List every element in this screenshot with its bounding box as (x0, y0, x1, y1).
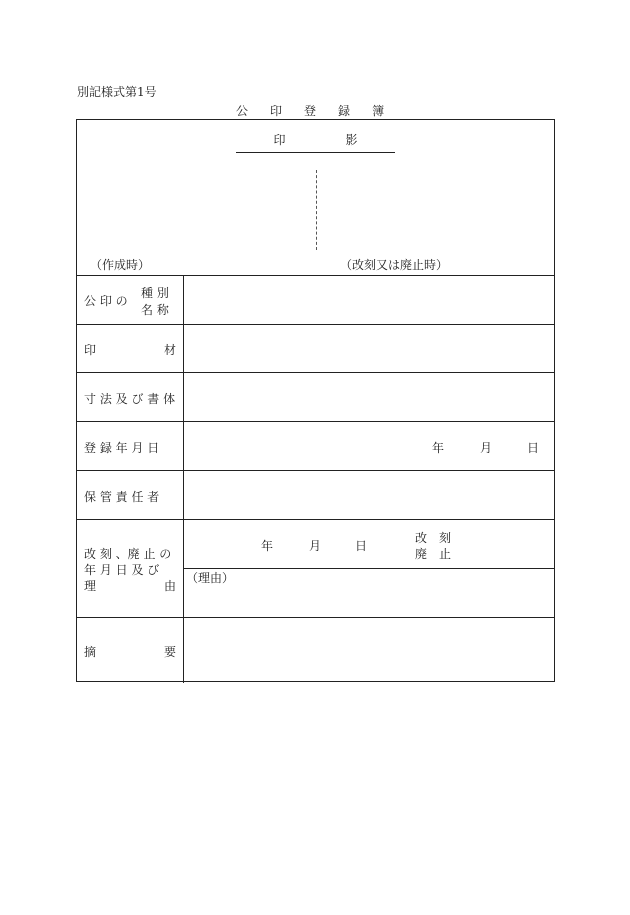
row-divider (77, 617, 554, 618)
row-divider (77, 519, 554, 520)
registration-date-label: 登 録 年 月 日 (84, 441, 160, 455)
row-divider (77, 421, 554, 422)
name-label: 名 称 (141, 303, 169, 317)
row-divider (77, 470, 554, 471)
reg-day-label: 日 (527, 441, 540, 455)
revised-label: （改刻又は廃止時） (340, 258, 449, 272)
material-label-left: 印 (84, 343, 97, 357)
title-char: 録 (338, 104, 351, 118)
seal-dashed-divider (316, 170, 317, 250)
created-label: （作成時） (90, 258, 151, 272)
material-label-right: 材 (163, 343, 176, 357)
row-divider (77, 372, 554, 373)
size-font-label: 寸 法 及 び 書 体 (84, 392, 176, 406)
row-divider (77, 275, 554, 276)
revision-day-label: 日 (355, 539, 368, 553)
title-char: 登 (304, 104, 317, 118)
form-number: 別記様式第1号 (77, 85, 157, 99)
revision-label-line3 (84, 577, 176, 594)
kind-name-prefix: 公 印 の (84, 294, 128, 308)
title-char: 印 (270, 104, 283, 118)
kind-label: 種 別 (141, 286, 169, 300)
reg-month-label: 月 (480, 441, 493, 455)
reg-year-label: 年 (432, 441, 445, 455)
title-char: 簿 (372, 104, 385, 118)
revision-label-line2: 年 月 日 及 び (84, 563, 160, 577)
summary-label-right: 要 (163, 645, 176, 659)
revision-label-line3-left: 理 (84, 579, 97, 593)
seal-heading-underline (236, 152, 395, 153)
revision-month-label: 月 (309, 539, 322, 553)
summary-label (84, 643, 176, 660)
revision-label-line3-right: 由 (163, 579, 176, 593)
label-column-divider (183, 275, 184, 683)
document-title (236, 102, 384, 119)
row-divider (77, 324, 554, 325)
material-label (84, 341, 176, 358)
seal-heading-right: 影 (345, 133, 358, 147)
seal-heading (236, 131, 395, 148)
revision-year-label: 年 (261, 539, 274, 553)
title-char: 公 (236, 104, 249, 118)
reason-divider (183, 568, 554, 569)
revision-option-abolish: 廃 止 (415, 547, 452, 561)
custodian-label: 保 管 責 任 者 (84, 490, 160, 504)
summary-label-left: 摘 (84, 645, 97, 659)
revision-label-line1: 改 刻 、廃 止 の (84, 547, 172, 561)
reason-label: （理由） (186, 571, 235, 585)
revision-option-recut: 改 刻 (415, 531, 452, 545)
seal-heading-left: 印 (273, 133, 286, 147)
